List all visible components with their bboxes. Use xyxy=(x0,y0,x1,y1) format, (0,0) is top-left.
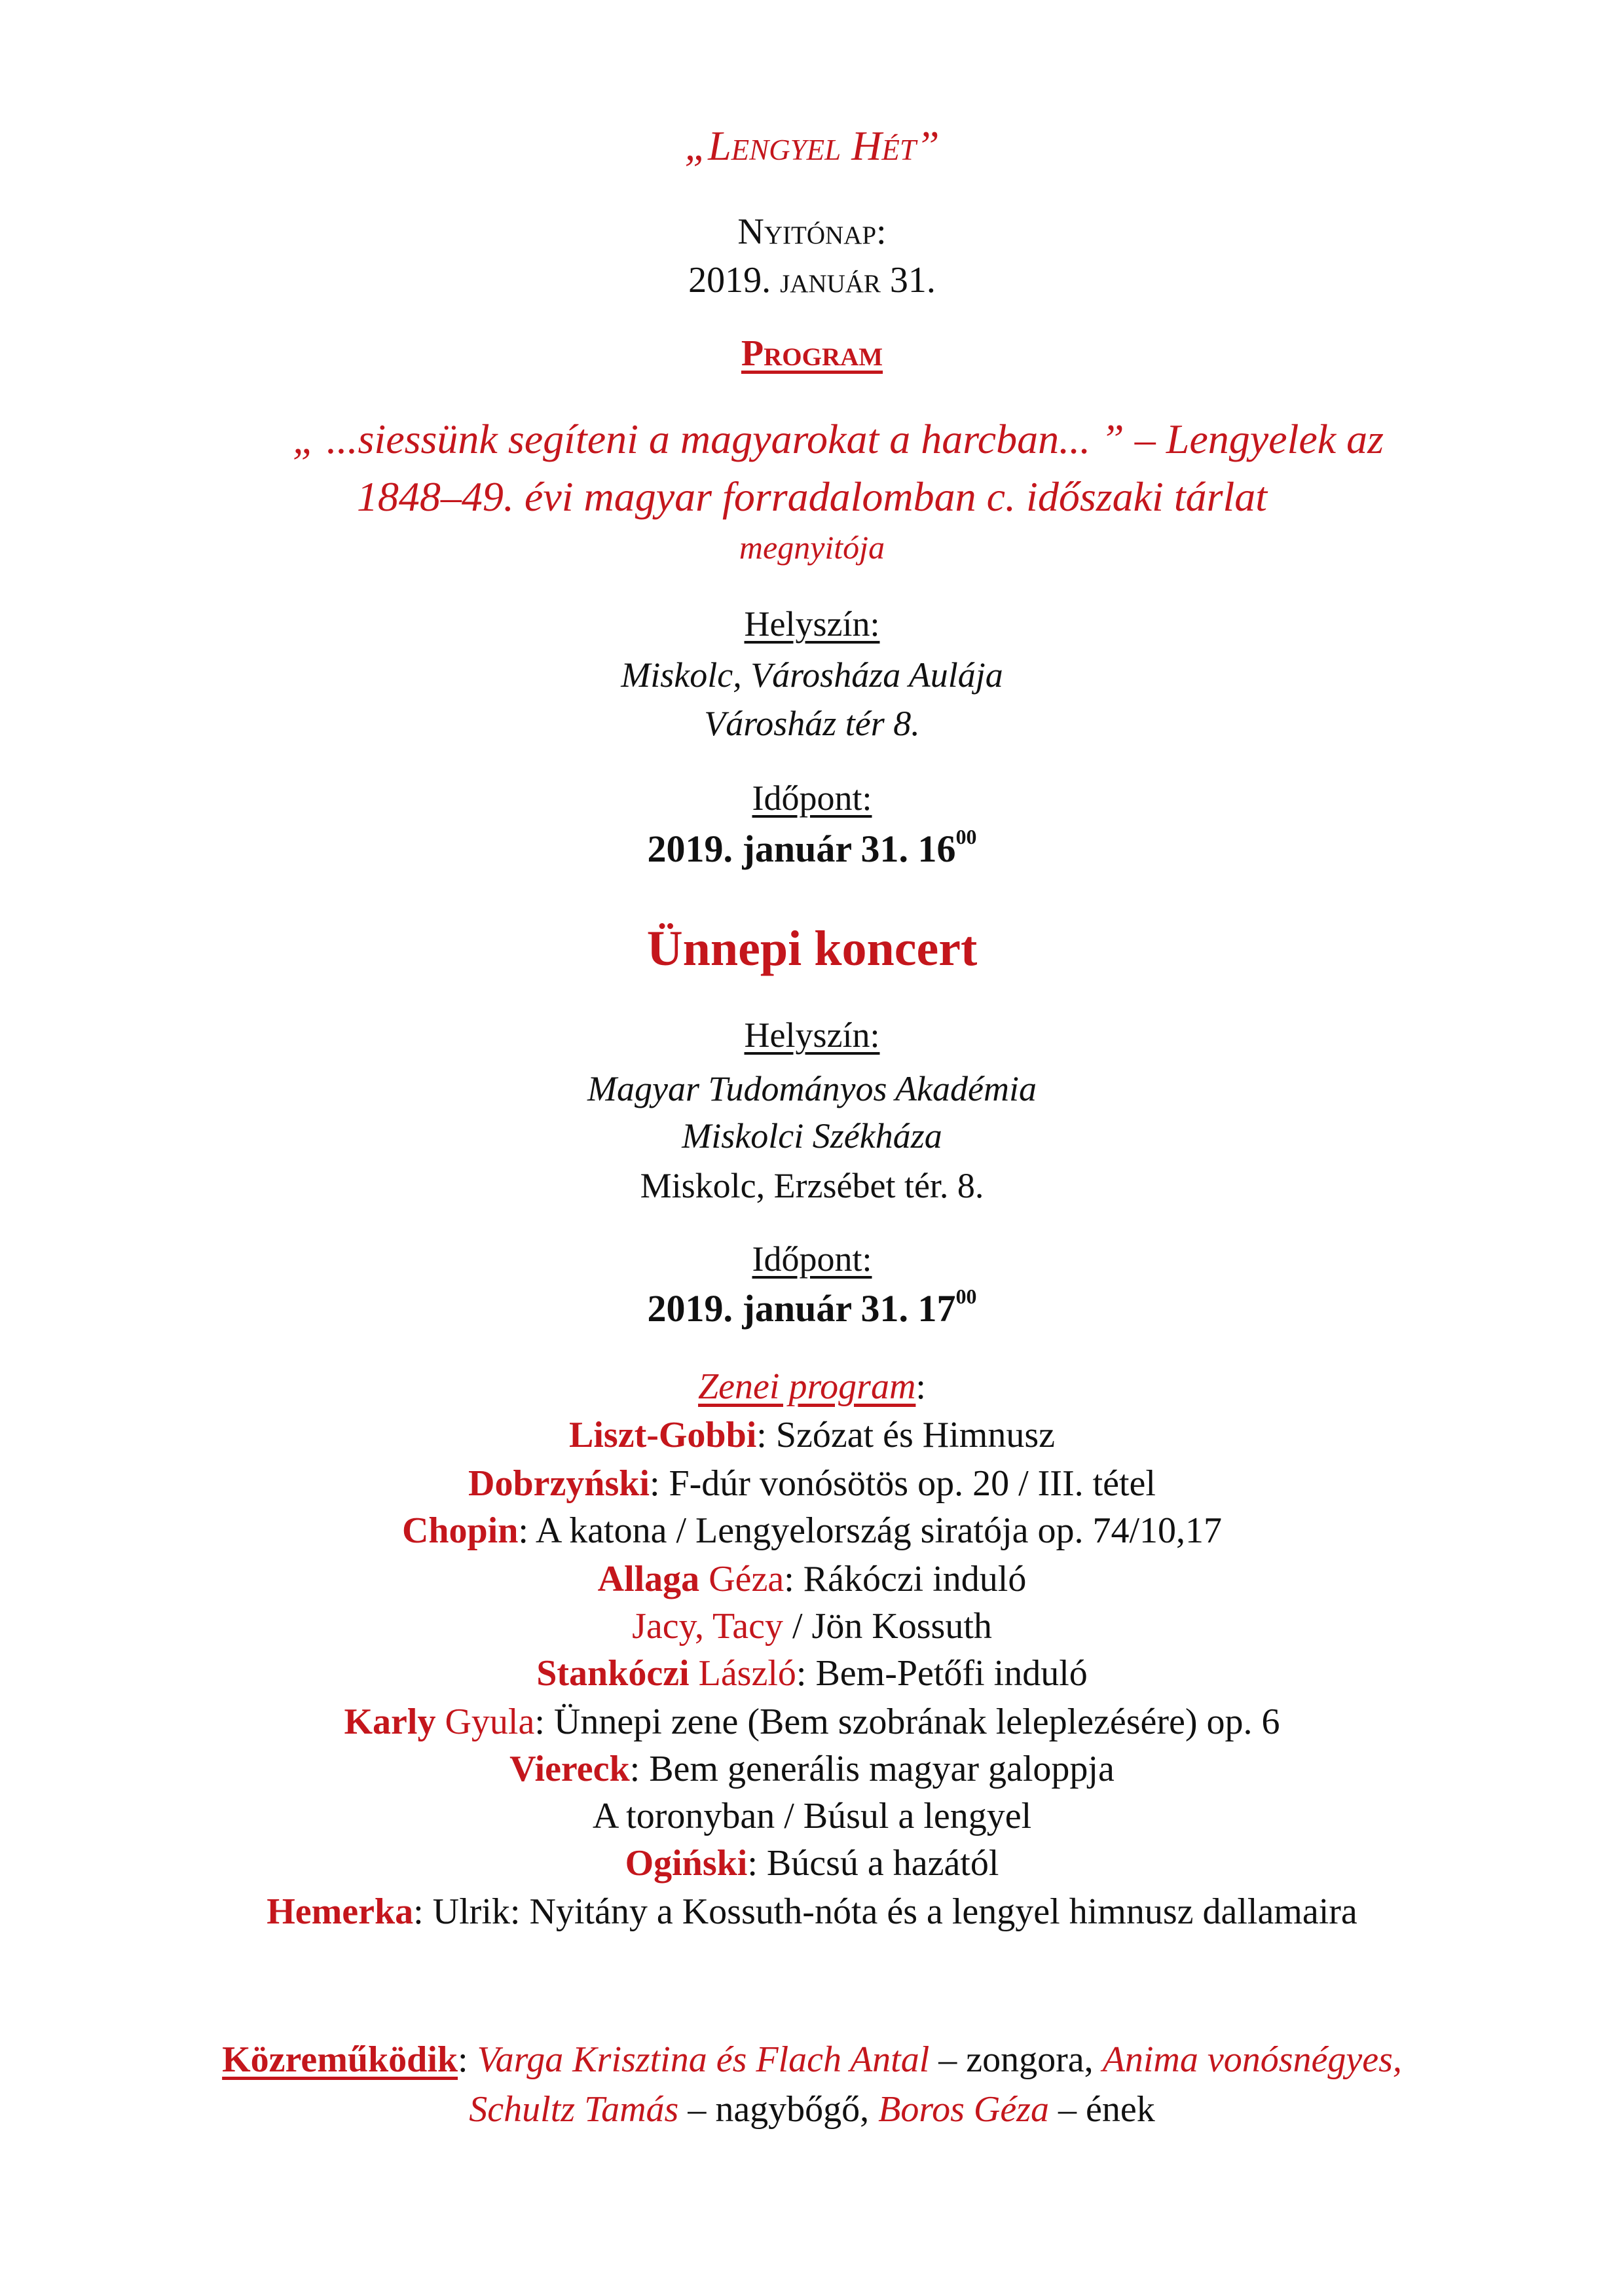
music-program-item xyxy=(0,1795,1624,1837)
work-title: A toronyban / Búsul a lengyel xyxy=(592,1796,1032,1836)
music-program-item xyxy=(0,1842,1624,1884)
credits-label: Közreműködik xyxy=(222,2039,458,2080)
credits-bassist: Schultz Tamás xyxy=(469,2089,679,2130)
work-title: : Szózat és Himnusz xyxy=(756,1415,1055,1455)
exhibition-title-line-3: megnyitója xyxy=(739,529,885,566)
opening-label: Nyitónap: xyxy=(737,211,887,252)
concert-time-text: 2019. január 31. 17 xyxy=(647,1287,956,1330)
work-title: : Bem-Petőfi induló xyxy=(796,1653,1088,1694)
credits-string-quartet: Anima vonósnégyes, xyxy=(1102,2039,1402,2080)
composer-name: Karly xyxy=(344,1702,436,1742)
composer-name: Ogiński xyxy=(625,1843,748,1884)
event-title xyxy=(0,122,1624,170)
credits-vocal-role: – ének xyxy=(1048,2089,1155,2130)
music-program-item xyxy=(0,1701,1624,1743)
opening-date: 2019. január 31. xyxy=(688,260,936,301)
composer-name: Hemerka xyxy=(267,1891,414,1932)
exhibition-title-line-1: „ ...siessünk segíteni a magyarokat a harcban... ” – Lengyelek az xyxy=(292,416,1384,462)
composer-name: Stankóczi xyxy=(536,1653,690,1694)
music-program-item xyxy=(0,1510,1624,1552)
exhibition-venue-line-1: Miskolc, Városháza Aulája xyxy=(621,655,1003,695)
work-title: : Bem generális magyar galoppja xyxy=(629,1749,1115,1789)
concert-time-label-text: Időpont: xyxy=(752,1239,872,1279)
concert-time-label xyxy=(0,1239,1624,1279)
work-title: : Rákóczi induló xyxy=(784,1559,1027,1599)
concert-venue-line-1: Magyar Tudományos Akadémia xyxy=(587,1069,1037,1108)
concert-venue-label xyxy=(0,1015,1624,1055)
music-program-item xyxy=(0,1605,1624,1647)
music-program-item xyxy=(0,1414,1624,1456)
exhibition-venue-label xyxy=(0,604,1624,644)
music-program-item xyxy=(0,1652,1624,1694)
music-program-item xyxy=(0,1558,1624,1600)
exhibition-title-line-2: 1848–49. évi magyar forradalomban c. időszaki tárlat xyxy=(356,473,1268,520)
exhibition-time-label-text: Időpont: xyxy=(752,778,872,818)
title-open-quote: „ xyxy=(684,122,709,169)
work-title: : Ulrik: Nyitány a Kossuth-nóta és a lengyel himnusz dallamaira xyxy=(413,1891,1357,1932)
exhibition-venue-label-text: Helyszín: xyxy=(744,604,880,644)
composer-given-name: Gyula xyxy=(435,1702,535,1742)
music-program-item xyxy=(0,1463,1624,1504)
work-title: / Jön Kossuth xyxy=(783,1606,992,1647)
exhibition-time-label xyxy=(0,778,1624,818)
exhibition-time-minutes: 00 xyxy=(955,825,977,848)
credits-line-1 xyxy=(0,2039,1624,2081)
exhibition-venue-line-2: Városház tér 8. xyxy=(704,704,920,743)
concert-venue-line-2: Miskolci Székháza xyxy=(682,1116,942,1156)
work-title: : Ünnepi zene (Bem szobrának leleplezésére) op. 6 xyxy=(534,1702,1280,1742)
composer-name: Dobrzyński xyxy=(468,1463,650,1504)
composer-given-name: László xyxy=(689,1653,796,1694)
music-program-item xyxy=(0,1891,1624,1933)
credits-singer: Boros Géza xyxy=(878,2089,1049,2130)
exhibition-time-value xyxy=(0,825,1624,871)
credits-colon: : xyxy=(458,2039,468,2080)
music-program-item xyxy=(0,1748,1624,1790)
program-heading xyxy=(0,333,1624,374)
title-text: Lengyel Hét xyxy=(708,122,916,169)
composer-given-name: Géza xyxy=(699,1559,784,1599)
title-close-quote: ” xyxy=(915,122,940,169)
music-program-heading xyxy=(0,1366,1624,1408)
exhibition-time-text: 2019. január 31. 16 xyxy=(647,828,956,870)
concert-venue-line-3: Miskolc, Erzsébet tér. 8. xyxy=(640,1166,984,1205)
concert-time-value xyxy=(0,1287,1624,1331)
music-program-heading-colon: : xyxy=(915,1366,926,1407)
composer-name: Chopin xyxy=(401,1510,519,1551)
work-title: : Búcsú a hazától xyxy=(747,1843,999,1884)
credits-bass-role: – nagybőgő, xyxy=(678,2089,879,2130)
concert-heading: Ünnepi koncert xyxy=(646,921,978,976)
credits-piano-role: – zongora, xyxy=(929,2039,1103,2080)
concert-venue-label-text: Helyszín: xyxy=(744,1015,880,1055)
music-program-heading-text: Zenei program xyxy=(698,1366,916,1407)
composer-name: Allaga xyxy=(597,1559,700,1599)
credits-line-2 xyxy=(0,2088,1624,2130)
work-title: : F-dúr vonósötös op. 20 / III. tétel xyxy=(649,1463,1156,1504)
composer-name: Viereck xyxy=(509,1749,630,1789)
composer-name: Liszt-Gobbi xyxy=(569,1415,757,1455)
credits-pianists: Varga Krisztina és Flach Antal xyxy=(477,2039,930,2080)
work-title: : A katona / Lengyelország siratója op. 74/10,17 xyxy=(518,1510,1223,1551)
composer-given-name: Jacy, Tacy xyxy=(632,1606,783,1647)
concert-time-minutes: 00 xyxy=(955,1285,977,1308)
program-heading-text: Program xyxy=(741,333,883,374)
